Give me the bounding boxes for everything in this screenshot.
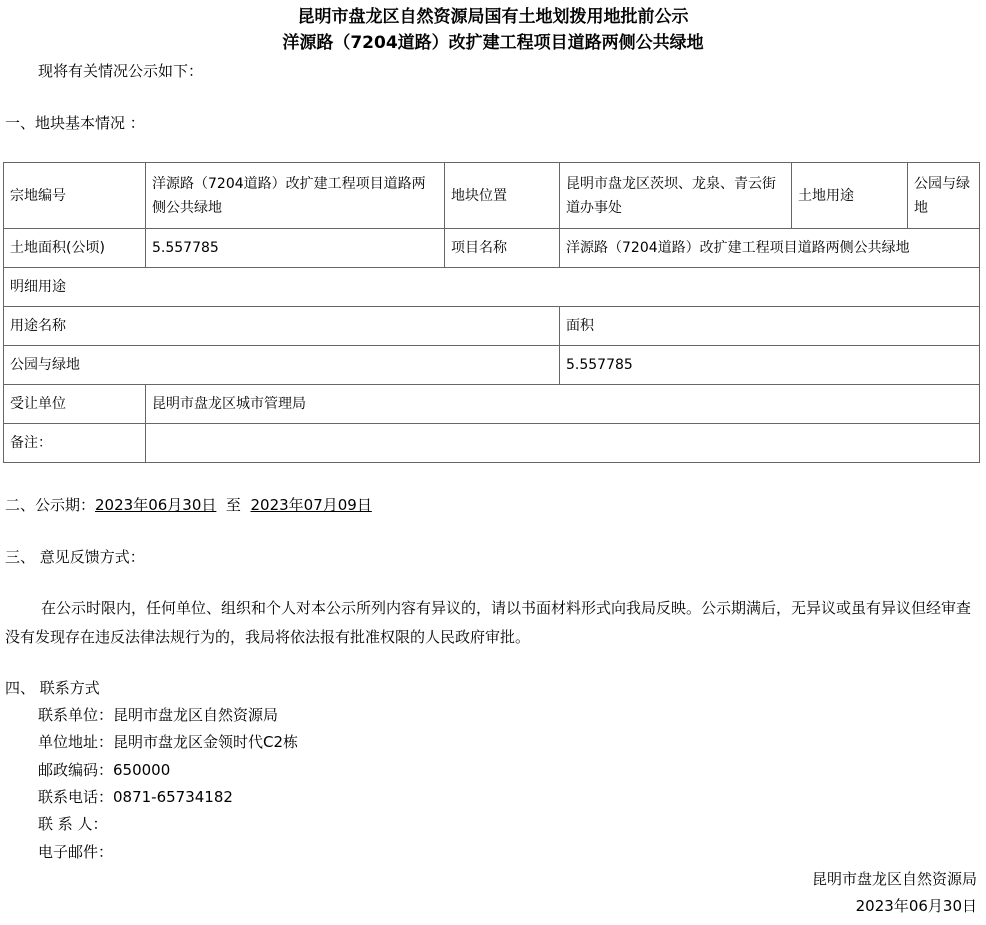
section-4-heading: 四、 联系方式: [5, 679, 100, 697]
contact-address: 单位地址：昆明市盘龙区金领时代C2栋: [38, 733, 299, 751]
section-1-heading: 一、地块基本情况 ：: [5, 114, 145, 132]
label-land-use: 土地用途: [792, 163, 908, 229]
table-row: [4, 163, 980, 229]
table-row: [4, 385, 980, 424]
period-end: 2023年07月09日: [250, 496, 372, 514]
section-2-period: [5, 494, 372, 516]
land-use: 公园与绿地: [908, 163, 980, 229]
area-value: 5.557785: [560, 346, 980, 385]
period-to: 至: [225, 496, 241, 514]
grantee: 昆明市盘龙区城市管理局: [146, 385, 980, 424]
label-land-area: 土地面积(公顷): [4, 229, 146, 268]
land-info-table: [3, 162, 980, 463]
detail-use-heading: 明细用途: [4, 268, 980, 307]
label-project-name: 项目名称: [445, 229, 560, 268]
signature-date: 2023年06月30日: [855, 897, 977, 915]
contact-email: 电子邮件：: [38, 843, 114, 861]
table-row: [4, 346, 980, 385]
contact-postcode: 邮政编码：650000: [38, 761, 171, 779]
table-row: [4, 229, 980, 268]
table-row: [4, 268, 980, 307]
land-area: 5.557785: [146, 229, 445, 268]
section-3-heading: 三、 意见反馈方式：: [5, 548, 145, 566]
period-label: 二、公示期：: [5, 496, 96, 514]
label-location: 地块位置: [445, 163, 560, 229]
contact-person: 联 系 人：: [38, 815, 108, 833]
project-name: 洋源路（7204道路）改扩建工程项目道路两侧公共绿地: [560, 229, 980, 268]
parcel-code: 洋源路（7204道路）改扩建工程项目道路两侧公共绿地: [146, 163, 445, 229]
use-name-header: 用途名称: [4, 307, 560, 346]
remark: [146, 424, 980, 463]
notice-title: 昆明市盘龙区自然资源局国有土地划拨用地批前公示: [297, 7, 689, 27]
intro-text: 现将有关情况公示如下：: [38, 62, 204, 80]
table-row: [4, 424, 980, 463]
label-remark: 备注：: [4, 424, 146, 463]
parcel-location: 昆明市盘龙区茨坝、龙泉、青云街道办事处: [560, 163, 792, 229]
period-start: 2023年06月30日: [95, 496, 217, 514]
area-header: 面积: [560, 307, 980, 346]
contact-unit: 联系单位：昆明市盘龙区自然资源局: [38, 706, 279, 724]
label-grantee: 受让单位: [4, 385, 146, 424]
feedback-paragraph: 在公示时限内，任何单位、组织和个人对本公示所列内容有异议的，请以书面材料形式向我局反映。公示期满后，无异议或虽有异议但经审查没有发现存在违反法律法规行为的，我局将依法报有批准权限的人民政府审批。: [5, 599, 972, 646]
notice-subtitle: 洋源路（7204道路）改扩建工程项目道路两侧公共绿地: [282, 33, 704, 53]
contact-phone: 联系电话：0871-65734182: [38, 788, 233, 806]
label-parcel-code: 宗地编号: [4, 163, 146, 229]
table-row: [4, 307, 980, 346]
signature-org: 昆明市盘龙区自然资源局: [811, 870, 977, 888]
use-name-value: 公园与绿地: [4, 346, 560, 385]
